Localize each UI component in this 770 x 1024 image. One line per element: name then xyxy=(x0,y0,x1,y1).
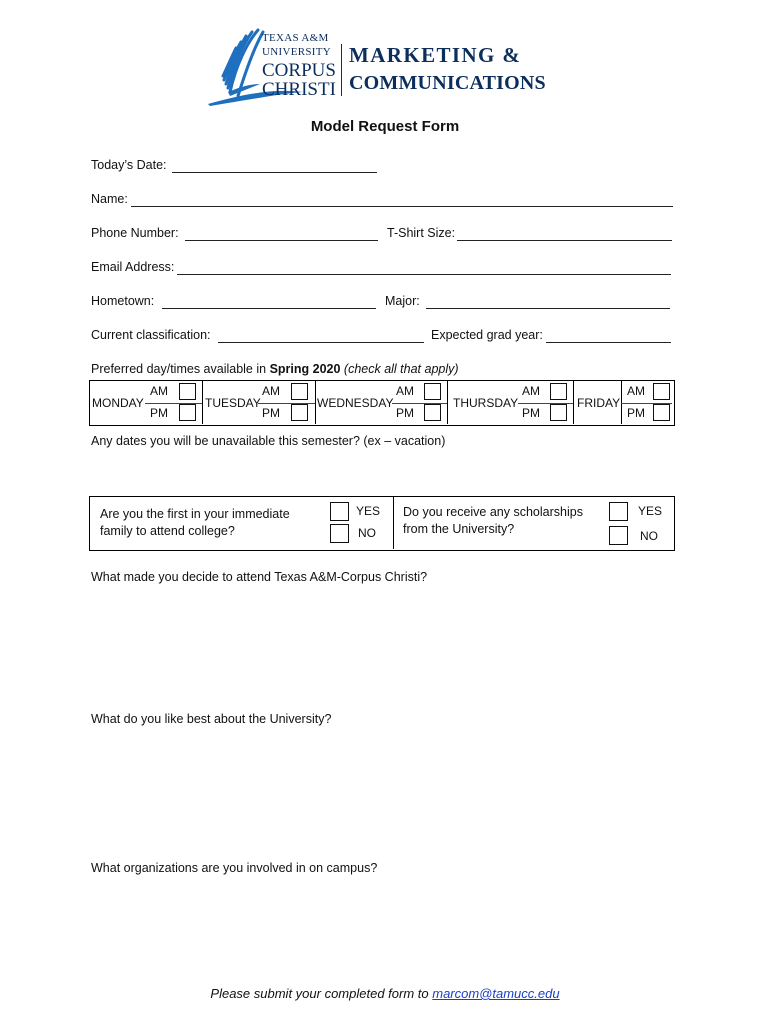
thursday-label: THURSDAY xyxy=(453,396,519,410)
tuesday-am-checkbox[interactable] xyxy=(291,383,308,400)
date-field[interactable] xyxy=(172,172,377,173)
name-field[interactable] xyxy=(131,206,673,207)
tuesday-label: TUESDAY xyxy=(205,396,261,410)
thursday-pm-label: PM xyxy=(522,406,540,420)
first-gen-no-label: NO xyxy=(358,526,376,540)
header-divider xyxy=(341,44,342,96)
department-name-line1: MARKETING & xyxy=(349,43,522,67)
classification-label: Current classification: xyxy=(91,328,211,342)
yes-no-table xyxy=(89,496,675,551)
first-gen-no-checkbox[interactable] xyxy=(330,524,349,543)
classification-field[interactable] xyxy=(218,342,424,343)
email-field[interactable] xyxy=(177,274,671,275)
wednesday-am-label: AM xyxy=(396,384,414,398)
scholarship-yes-label: YES xyxy=(638,504,663,518)
column-divider xyxy=(573,381,574,424)
thursday-pm-checkbox[interactable] xyxy=(550,404,567,421)
monday-am-checkbox[interactable] xyxy=(179,383,196,400)
scholarship-no-label: NO xyxy=(640,529,658,543)
hometown-field[interactable] xyxy=(162,308,376,309)
like-best-question: What do you like best about the University? xyxy=(91,712,332,726)
decide-question: What made you decide to attend Texas A&M-Corpus Christi? xyxy=(91,570,428,584)
organizations-answer-area[interactable] xyxy=(91,881,671,976)
phone-field[interactable] xyxy=(185,240,378,241)
submit-instructions: Please submit your completed form to marcom@tamucc.edu xyxy=(210,986,560,1001)
friday-pm-checkbox[interactable] xyxy=(653,404,670,421)
unavailable-question: Any dates you will be unavailable this semester? (ex – vacation) xyxy=(91,434,446,448)
like-best-answer-area[interactable] xyxy=(91,732,671,842)
tuesday-pm-checkbox[interactable] xyxy=(291,404,308,421)
university-name-line4: CHRISTI xyxy=(262,79,336,100)
tuesday-am-label: AM xyxy=(262,384,280,398)
friday-pm-label: PM xyxy=(627,406,645,420)
unavailable-answer-area[interactable] xyxy=(91,452,671,488)
availability-grid xyxy=(89,380,675,426)
first-gen-question: Are you the first in your immediate family to attend college? xyxy=(100,507,290,538)
wednesday-am-checkbox[interactable] xyxy=(424,383,441,400)
department-name-line2: COMMUNICATIONS xyxy=(349,72,546,94)
tshirt-field[interactable] xyxy=(457,240,672,241)
column-divider xyxy=(202,381,203,424)
thursday-am-label: AM xyxy=(522,384,540,398)
university-name-line2: UNIVERSITY xyxy=(262,46,331,58)
friday-label: FRIDAY xyxy=(577,396,621,410)
friday-am-label: AM xyxy=(627,384,645,398)
scholarship-no-checkbox[interactable] xyxy=(609,526,628,545)
monday-label: MONDAY xyxy=(92,396,144,410)
date-label: Today’s Date: xyxy=(91,158,167,172)
university-name-line1: TEXAS A&M xyxy=(262,32,329,44)
first-gen-yes-label: YES xyxy=(356,504,381,518)
university-name-line3: CORPUS xyxy=(262,60,336,81)
wednesday-pm-label: PM xyxy=(396,406,414,420)
grad-year-label: Expected grad year: xyxy=(431,328,543,342)
first-gen-yes-checkbox[interactable] xyxy=(330,502,349,521)
monday-am-label: AM xyxy=(150,384,168,398)
major-field[interactable] xyxy=(426,308,670,309)
contact-email-link[interactable]: marcom@tamucc.edu xyxy=(432,986,560,1001)
form-title: Model Request Form xyxy=(310,118,460,135)
organizations-question: What organizations are you involved in on campus? xyxy=(91,861,378,875)
major-label: Major: xyxy=(385,294,420,308)
wednesday-pm-checkbox[interactable] xyxy=(424,404,441,421)
wednesday-label: WEDNESDAY xyxy=(317,396,394,410)
monday-pm-checkbox[interactable] xyxy=(179,404,196,421)
decide-answer-area[interactable] xyxy=(91,590,671,700)
friday-am-checkbox[interactable] xyxy=(653,383,670,400)
column-divider xyxy=(447,381,448,424)
hometown-label: Hometown: xyxy=(91,294,155,308)
thursday-am-checkbox[interactable] xyxy=(550,383,567,400)
email-label: Email Address: xyxy=(91,260,175,274)
scholarship-question: Do you receive any scholarships from the University? xyxy=(403,505,583,536)
column-divider xyxy=(315,381,316,424)
tshirt-label: T-Shirt Size: xyxy=(387,226,456,240)
availability-instructions: Preferred day/times available in Spring 2020 (check all that apply) xyxy=(91,362,459,376)
name-label: Name: xyxy=(91,192,128,206)
phone-label: Phone Number: xyxy=(91,226,179,240)
scholarship-yes-checkbox[interactable] xyxy=(609,502,628,521)
grad-year-field[interactable] xyxy=(546,342,671,343)
monday-pm-label: PM xyxy=(150,406,168,420)
column-divider xyxy=(393,497,394,549)
tuesday-pm-label: PM xyxy=(262,406,280,420)
